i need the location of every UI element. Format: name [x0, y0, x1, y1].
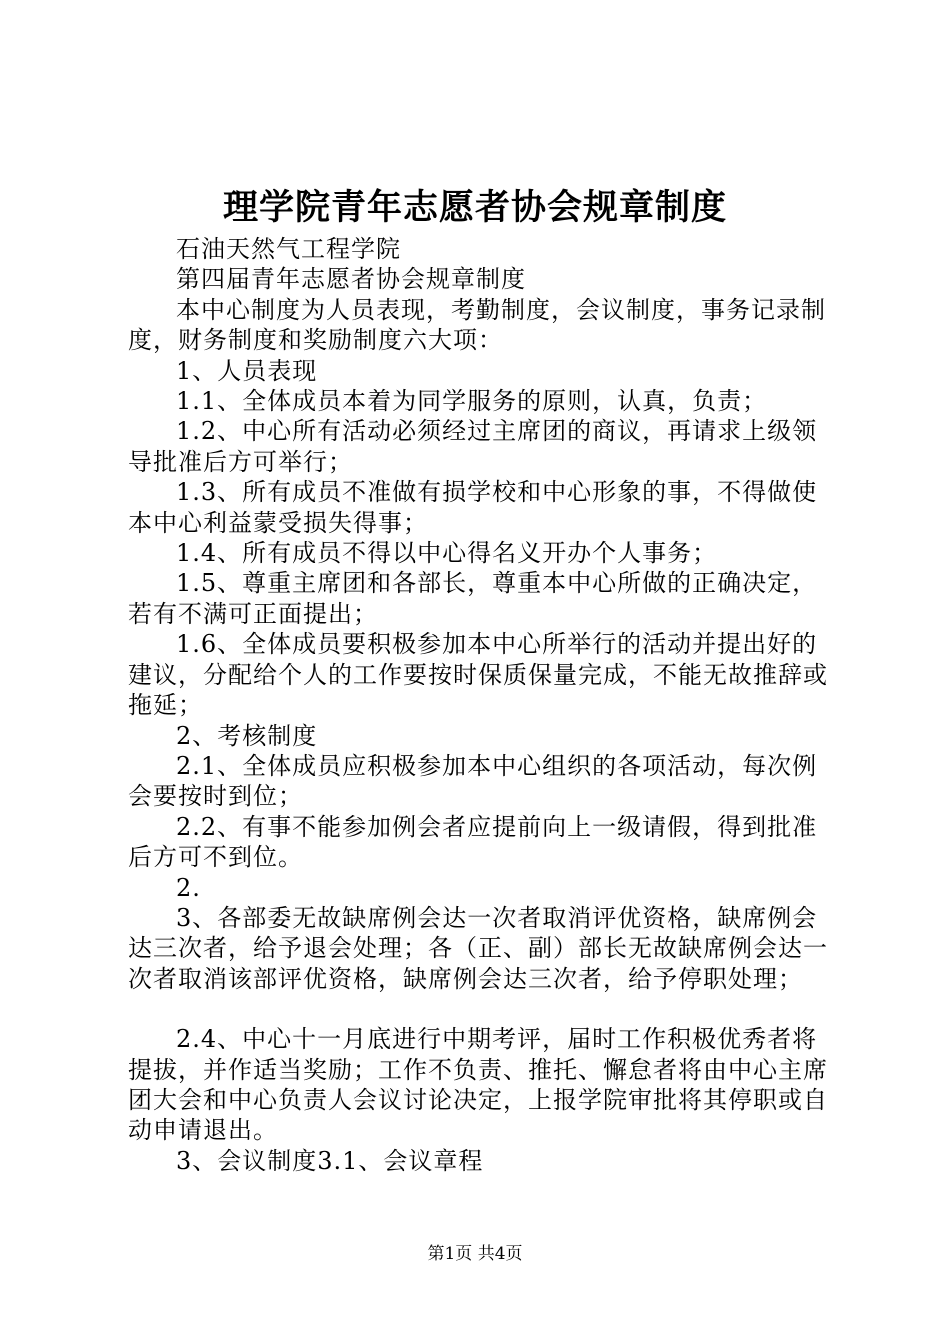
paragraph: 1.4、所有成员不得以中心得名义开办个人事务； — [176, 539, 718, 568]
paragraph: 石油天然气工程学院 — [176, 235, 401, 263]
page-footer: 第1页 共4页 — [427, 1244, 523, 1264]
paragraph: 2. — [176, 873, 201, 902]
paragraph: 1.5、尊重主席团和各部长，尊重本中心所做的正确决定，若有不满可正面提出； — [128, 569, 818, 628]
paragraph: 1.1、全体成员本着为同学服务的原则，认真，负责； — [176, 387, 768, 416]
paragraph: 2.2、有事不能参加例会者应提前向上一级请假，得到批准后方可不到位。 — [128, 812, 818, 872]
paragraph: 3、会议制度3.1、会议章程 — [176, 1146, 484, 1175]
paragraph: 2、考核制度 — [176, 721, 318, 750]
paragraph: 2.1、全体成员应积极参加本中心组织的各项活动，每次例会要按时到位； — [128, 751, 818, 811]
paragraph: 1.6、全体成员要积极参加本中心所举行的活动并提出好的建议，分配给个人的工作要按时保质保量完成，不能无故推辞或拖延； — [128, 630, 828, 720]
paragraph: 3、各部委无故缺席例会达一次者取消评优资格，缺席例会达三次者，给予退会处理；各（正、副）部长无故缺席例会达一次者取消该部评优资格，缺席例会达三次者，给予停职处理； — [128, 903, 828, 993]
document-body — [128, 234, 840, 1176]
document-title: 理学院青年志愿者协会规章制度 — [222, 187, 727, 228]
paragraph: 1、人员表现 — [176, 356, 318, 385]
paragraph: 本中心制度为人员表现，考勤制度，会议制度，事务记录制度，财务制度和奖励制度六大项： — [128, 295, 826, 355]
paragraph: 1.2、中心所有活动必须经过主席团的商议，再请求上级领导批准后方可举行； — [128, 417, 818, 476]
paragraph: 2.4、中心十一月底进行中期考评，届时工作积极优秀者将提拔，并作适当奖励；工作不负责、推托、懈怠者将由中心主席团大会和中心负责人会议讨论决定，上报学院审批将其停职或自动申请退出。 — [128, 1025, 828, 1145]
paragraph: 1.3、所有成员不准做有损学校和中心形象的事，不得做使本中心利益蒙受损失得事； — [128, 478, 818, 537]
paragraph: 第四届青年志愿者协会规章制度 — [176, 265, 526, 294]
